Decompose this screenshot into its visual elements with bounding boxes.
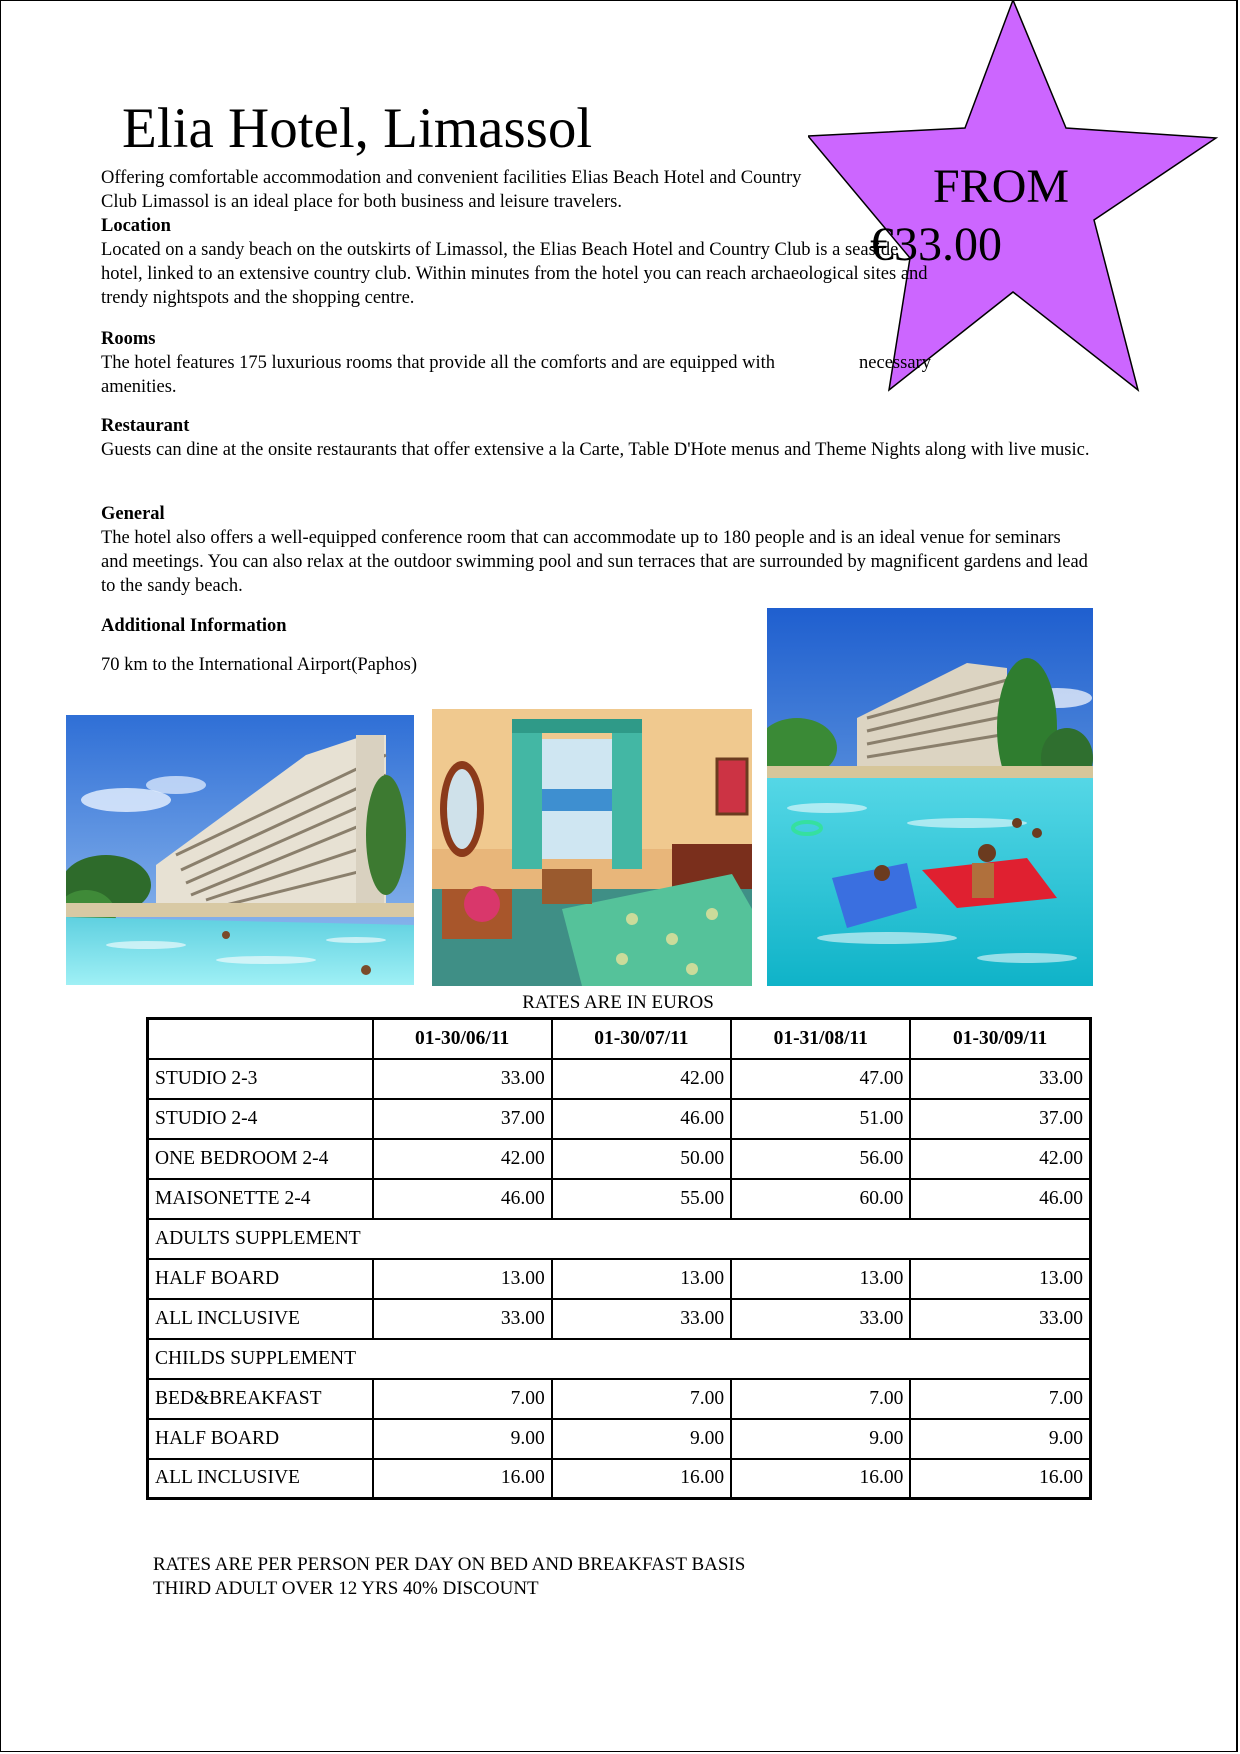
rate-cell: 9.00 xyxy=(552,1419,731,1459)
restaurant-text: Guests can dine at the onsite restaurants that offer extensive a la Carte, Table D'Hote menus and Theme Nights along with live music. xyxy=(101,440,1090,460)
rates-header-row xyxy=(148,1019,1091,1059)
rate-cell: 46.00 xyxy=(373,1179,552,1219)
rate-cell: 13.00 xyxy=(552,1259,731,1299)
rooms-text-b: necessary xyxy=(859,353,931,373)
rate-cell: 13.00 xyxy=(373,1259,552,1299)
rate-cell: 46.00 xyxy=(552,1099,731,1139)
rate-cell: 16.00 xyxy=(373,1459,552,1499)
period-header: 01-30/09/11 xyxy=(910,1019,1090,1059)
rate-cell: 42.00 xyxy=(373,1139,552,1179)
period-header: 01-31/08/11 xyxy=(731,1019,910,1059)
rate-cell: 9.00 xyxy=(910,1419,1090,1459)
general-heading: General xyxy=(101,504,165,524)
rate-cell: 56.00 xyxy=(731,1139,910,1179)
intro-text: Offering comfortable accommodation and convenient facilities Elias Beach Hotel and Country Club Limassol is an ideal place for both business and leisure travelers. xyxy=(101,168,802,212)
rate-cell: 7.00 xyxy=(552,1379,731,1419)
supplement-label: BED&BREAKFAST xyxy=(148,1379,373,1419)
pool-guests-photo xyxy=(767,608,1093,986)
restaurant-heading: Restaurant xyxy=(101,416,190,436)
promo-from: FROM xyxy=(933,160,1070,213)
rate-cell: 47.00 xyxy=(731,1059,910,1099)
rate-cell: 51.00 xyxy=(731,1099,910,1139)
section-row xyxy=(148,1219,1091,1259)
hotel-pool-photo xyxy=(66,715,414,985)
promo-price xyxy=(870,158,1110,274)
period-header: 01-30/06/11 xyxy=(373,1019,552,1059)
rate-cell: 33.00 xyxy=(373,1299,552,1339)
supplement-label: HALF BOARD xyxy=(148,1419,373,1459)
table-row xyxy=(148,1379,1091,1419)
rate-cell: 37.00 xyxy=(910,1099,1090,1139)
room-label: MAISONETTE 2-4 xyxy=(148,1179,373,1219)
footer-note-1: RATES ARE PER PERSON PER DAY ON BED AND BREAKFAST BASIS xyxy=(153,1554,746,1575)
location-text: Located on a sandy beach on the outskirts of Limassol, the Elias Beach Hotel and Country Club is a seaside hotel, linked to an extensive country club. Within minutes from the hotel you can reach archaeological sites and trendy nightspots and the shopping centre. xyxy=(101,240,928,308)
additional-text: 70 km to the International Airport(Paphos) xyxy=(101,655,417,675)
rooms-heading: Rooms xyxy=(101,329,156,349)
rate-cell: 42.00 xyxy=(910,1139,1090,1179)
rate-cell: 33.00 xyxy=(373,1059,552,1099)
rate-cell: 13.00 xyxy=(910,1259,1090,1299)
rate-cell: 60.00 xyxy=(731,1179,910,1219)
rate-cell: 13.00 xyxy=(731,1259,910,1299)
rate-cell: 33.00 xyxy=(910,1299,1090,1339)
footer-note-2: THIRD ADULT OVER 12 YRS 40% DISCOUNT xyxy=(153,1578,539,1599)
table-row xyxy=(148,1419,1091,1459)
header-blank xyxy=(148,1019,373,1059)
table-row xyxy=(148,1059,1091,1099)
general-text: The hotel also offers a well-equipped conference room that can accommodate up to 180 people and is an ideal venue for seminars and meetings. You can also relax at the outdoor swimming pool and sun terraces that are surrounded by magnificent gardens and lead to the sandy beach. xyxy=(101,528,1088,596)
rooms-text-a: The hotel features 175 luxurious rooms that provide all the comforts and are equipped with xyxy=(101,353,776,373)
rates-table xyxy=(146,1017,1092,1500)
hotel-room-photo xyxy=(432,709,752,986)
rooms-text-c: amenities. xyxy=(101,377,177,397)
supplement-label: ALL INCLUSIVE xyxy=(148,1459,373,1499)
section-row xyxy=(148,1339,1091,1379)
table-row xyxy=(148,1259,1091,1299)
promo-amount: €33.00 xyxy=(870,218,1002,271)
rate-cell: 46.00 xyxy=(910,1179,1090,1219)
supplement-label: HALF BOARD xyxy=(148,1259,373,1299)
rate-cell: 9.00 xyxy=(731,1419,910,1459)
rate-cell: 33.00 xyxy=(552,1299,731,1339)
rate-cell: 33.00 xyxy=(731,1299,910,1339)
rate-cell: 42.00 xyxy=(552,1059,731,1099)
rooms-text xyxy=(101,351,931,399)
room-label: STUDIO 2-3 xyxy=(148,1059,373,1099)
supplement-label: ALL INCLUSIVE xyxy=(148,1299,373,1339)
rate-cell: 33.00 xyxy=(910,1059,1090,1099)
rates-caption: RATES ARE IN EUROS xyxy=(522,992,714,1013)
period-header: 01-30/07/11 xyxy=(552,1019,731,1059)
table-row xyxy=(148,1459,1091,1499)
location-heading: Location xyxy=(101,216,171,236)
table-row xyxy=(148,1139,1091,1179)
rate-cell: 16.00 xyxy=(910,1459,1090,1499)
rate-cell: 7.00 xyxy=(373,1379,552,1419)
rate-cell: 7.00 xyxy=(731,1379,910,1419)
childs-supplement-heading: CHILDS SUPPLEMENT xyxy=(148,1339,1091,1379)
rate-cell: 16.00 xyxy=(552,1459,731,1499)
rate-cell: 16.00 xyxy=(731,1459,910,1499)
adults-supplement-heading: ADULTS SUPPLEMENT xyxy=(148,1219,1091,1259)
table-row xyxy=(148,1099,1091,1139)
room-label: ONE BEDROOM 2-4 xyxy=(148,1139,373,1179)
rate-cell: 9.00 xyxy=(373,1419,552,1459)
page-title: Elia Hotel, Limassol xyxy=(122,97,593,160)
table-row xyxy=(148,1179,1091,1219)
rate-cell: 37.00 xyxy=(373,1099,552,1139)
table-row xyxy=(148,1299,1091,1339)
rate-cell: 55.00 xyxy=(552,1179,731,1219)
rate-cell: 50.00 xyxy=(552,1139,731,1179)
additional-heading: Additional Information xyxy=(101,616,287,636)
room-label: STUDIO 2-4 xyxy=(148,1099,373,1139)
rate-cell: 7.00 xyxy=(910,1379,1090,1419)
